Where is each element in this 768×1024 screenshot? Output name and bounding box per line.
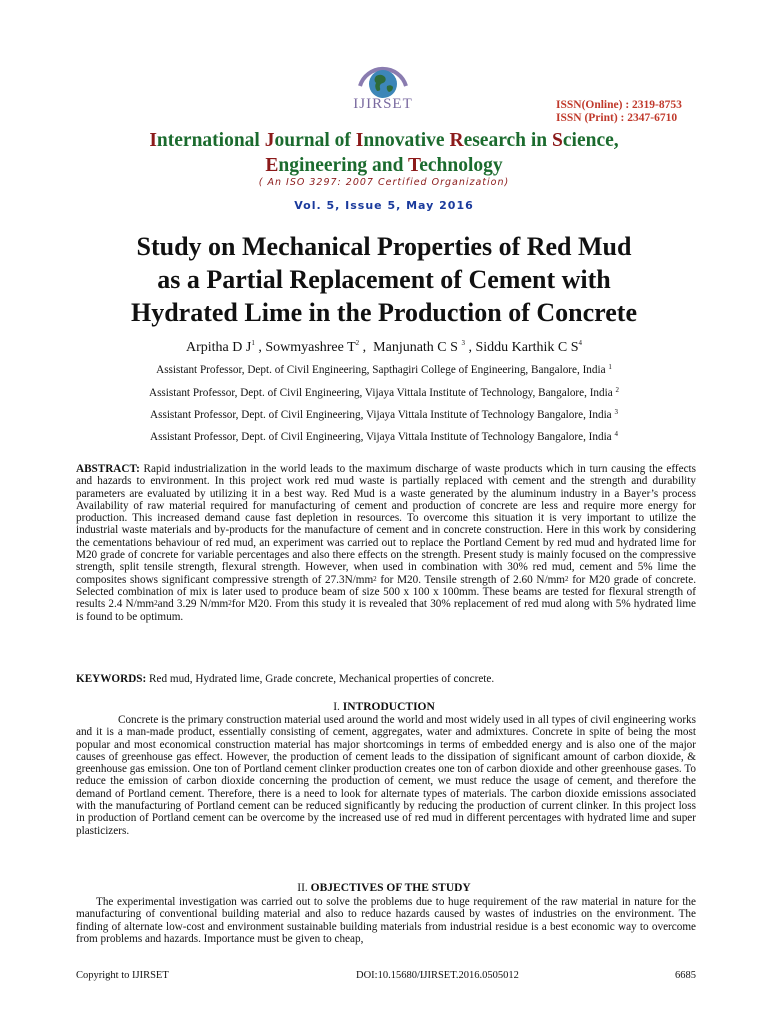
author-name: Sowmyashree T — [265, 340, 356, 355]
keywords-label: KEYWORDS: — [76, 673, 147, 685]
certification-line: ( An ISO 3297: 2007 Certified Organization) — [258, 177, 510, 188]
issn-print: ISSN (Print) : 2347-6710 — [556, 112, 678, 124]
author-name: Siddu Karthik C S — [475, 340, 579, 355]
journal-title-line2: Engineering and Technology — [265, 155, 503, 176]
abstract: ABSTRACT: Rapid industrialization in the world leads to the maximum discharge of waste products which in turn causing the effects and hazards to environment. In this project work red mud waste is partially replaced with cement and the strength and durability parameters are evaluated by utilizing it in a best way. Red Mud is a waste generated by the aluminum industry in a Bayer’s process Availability of raw material required for manufacturing of cement and production of concrete are less and require more energy for production. This increased demand cause fast depletion in resources. To overcome this situation it is very important to utilize the industrial waste materials and by-products for the manufacture of cement and in concrete construction. Here in this work by considering the cementations behaviour of red mud, an experiment was carried out to replace the Portland Cement by red mud and hydrated lime for M20 grade of concrete for variable percentages and also there effects on the strength. Present study is mainly focused on the compressive strength, split tensile strength, flexural strength. However, when used in combination with 30% red mud, cement and 5% lime the composites shows significant compressive strength of $27.3N/mm^2$ for M20. Tensile strength of 2.60 $N/mm^2$ for M20 grade of concrete. Selected combination of mix is later used to produce beam of size 500 x 100 x 100mm. These beams are tested for flexural strength of results 2.4 $N/mm^2and$ 3.29 $N/mm^2for$ M20. From this study it is revealed that 30% replacement of red mud along with 5% hydrated lime is found to be optimum. — [76, 463, 697, 623]
paper-title-line: Hydrated Lime in the Production of Concrete — [131, 298, 637, 327]
section-body: The experimental investigation was carried out to solve the problems due to huge requirement of the raw material in nature for the manufacturing of conventional building material and also to reduce hazards caused by wastes of industries on the environment. The finding of alternate low-cost and environment sustainable building materials from industrial residue is a best economic way to overcome from problems and hazards. Importance must be given to cheap, — [76, 896, 696, 945]
section-heading: I. INTRODUCTION — [333, 701, 435, 713]
author-list: Arpitha D $J^1$ , Sowmyashree $T^2$ , Manjunath C S $^3$ , Siddu Karthik C $S^4$ — [185, 339, 583, 355]
volume-line: Vol. 5, Issue 5, May 2016 — [294, 199, 474, 212]
journal-logo — [338, 56, 428, 122]
issn-block — [556, 99, 682, 125]
affiliation: Assistant Professor, Dept. of Civil Engineering, Sapthagiri College of Engineering, Bangalore, India $^1$ — [156, 363, 612, 376]
journal-title-line1: International Journal of Innovative Research in Science, — [149, 130, 619, 151]
affiliation: Assistant Professor, Dept. of Civil Engineering, Vijaya Vittala Institute of Technology Bangalore, India $^4$ — [150, 430, 618, 443]
paper-title-line: as a Partial Replacement of Cement with — [157, 265, 611, 294]
keywords: KEYWORDS: Red mud, Hydrated lime, Grade concrete, Mechanical properties of concrete. — [76, 673, 495, 685]
affiliation: Assistant Professor, Dept. of Civil Engineering, Vijaya Vittala Institute of Technology Bangalore, India $^3$ — [150, 408, 618, 421]
footer-copyright: Copyright to IJIRSET — [76, 970, 169, 981]
logo-text: IJIRSET — [353, 96, 413, 112]
globe-logo-icon — [338, 56, 428, 100]
section-body: Concrete is the primary construction material used around the world and most widely used in all types of civil engineering works and it is a man-made product, essentially consisting of cement, aggregates, water and admixtures. Concrete in spite of being the most popular and most economical construction material has major shortcomings in terms of embedded energy and is also one of the major causes of greenhouse gas effect. However, the production of cement leads to the dissipation of significant amount of carbon dioxide, & greenhouse gas emission. One ton of Portland cement clinker production creates one ton of carbon dioxide and other greenhouse gases. To reduce the emission of carbon dioxide concerning the production of cement, we must reduce the usage of cement, and therefore the demand of Portland cement. Therefore, there is a need to look for alternate types of materials. The carbon dioxide emissions associated with the manufacturing of Portland cement can be reduced significantly by reducing the production of current clinker. In this project loss in production of Portland cement can be overcome by the increased use of red mud in different percentages with hydrated lime and super plasticizers. — [76, 714, 696, 837]
affiliation: Assistant Professor, Dept. of Civil Engineering, Vijaya Vittala Institute of Technology, Bangalore, India $^2$ — [149, 386, 619, 399]
author-name: Manjunath C S — [373, 340, 458, 355]
abstract-label: ABSTRACT: — [76, 463, 140, 475]
issn-online: ISSN(Online) : 2319-8753 — [556, 99, 682, 111]
journal-title — [0, 128, 768, 178]
paper-title — [40, 230, 728, 329]
footer-doi: DOI:10.15680/IJIRSET.2016.0505012 — [356, 970, 519, 981]
footer-page-number: 6685 — [675, 970, 696, 981]
paper-title-line: Study on Mechanical Properties of Red Mud — [136, 232, 632, 261]
author-name: Arpitha D J — [185, 340, 252, 355]
section-heading: II. OBJECTIVES OF THE STUDY — [297, 882, 471, 894]
